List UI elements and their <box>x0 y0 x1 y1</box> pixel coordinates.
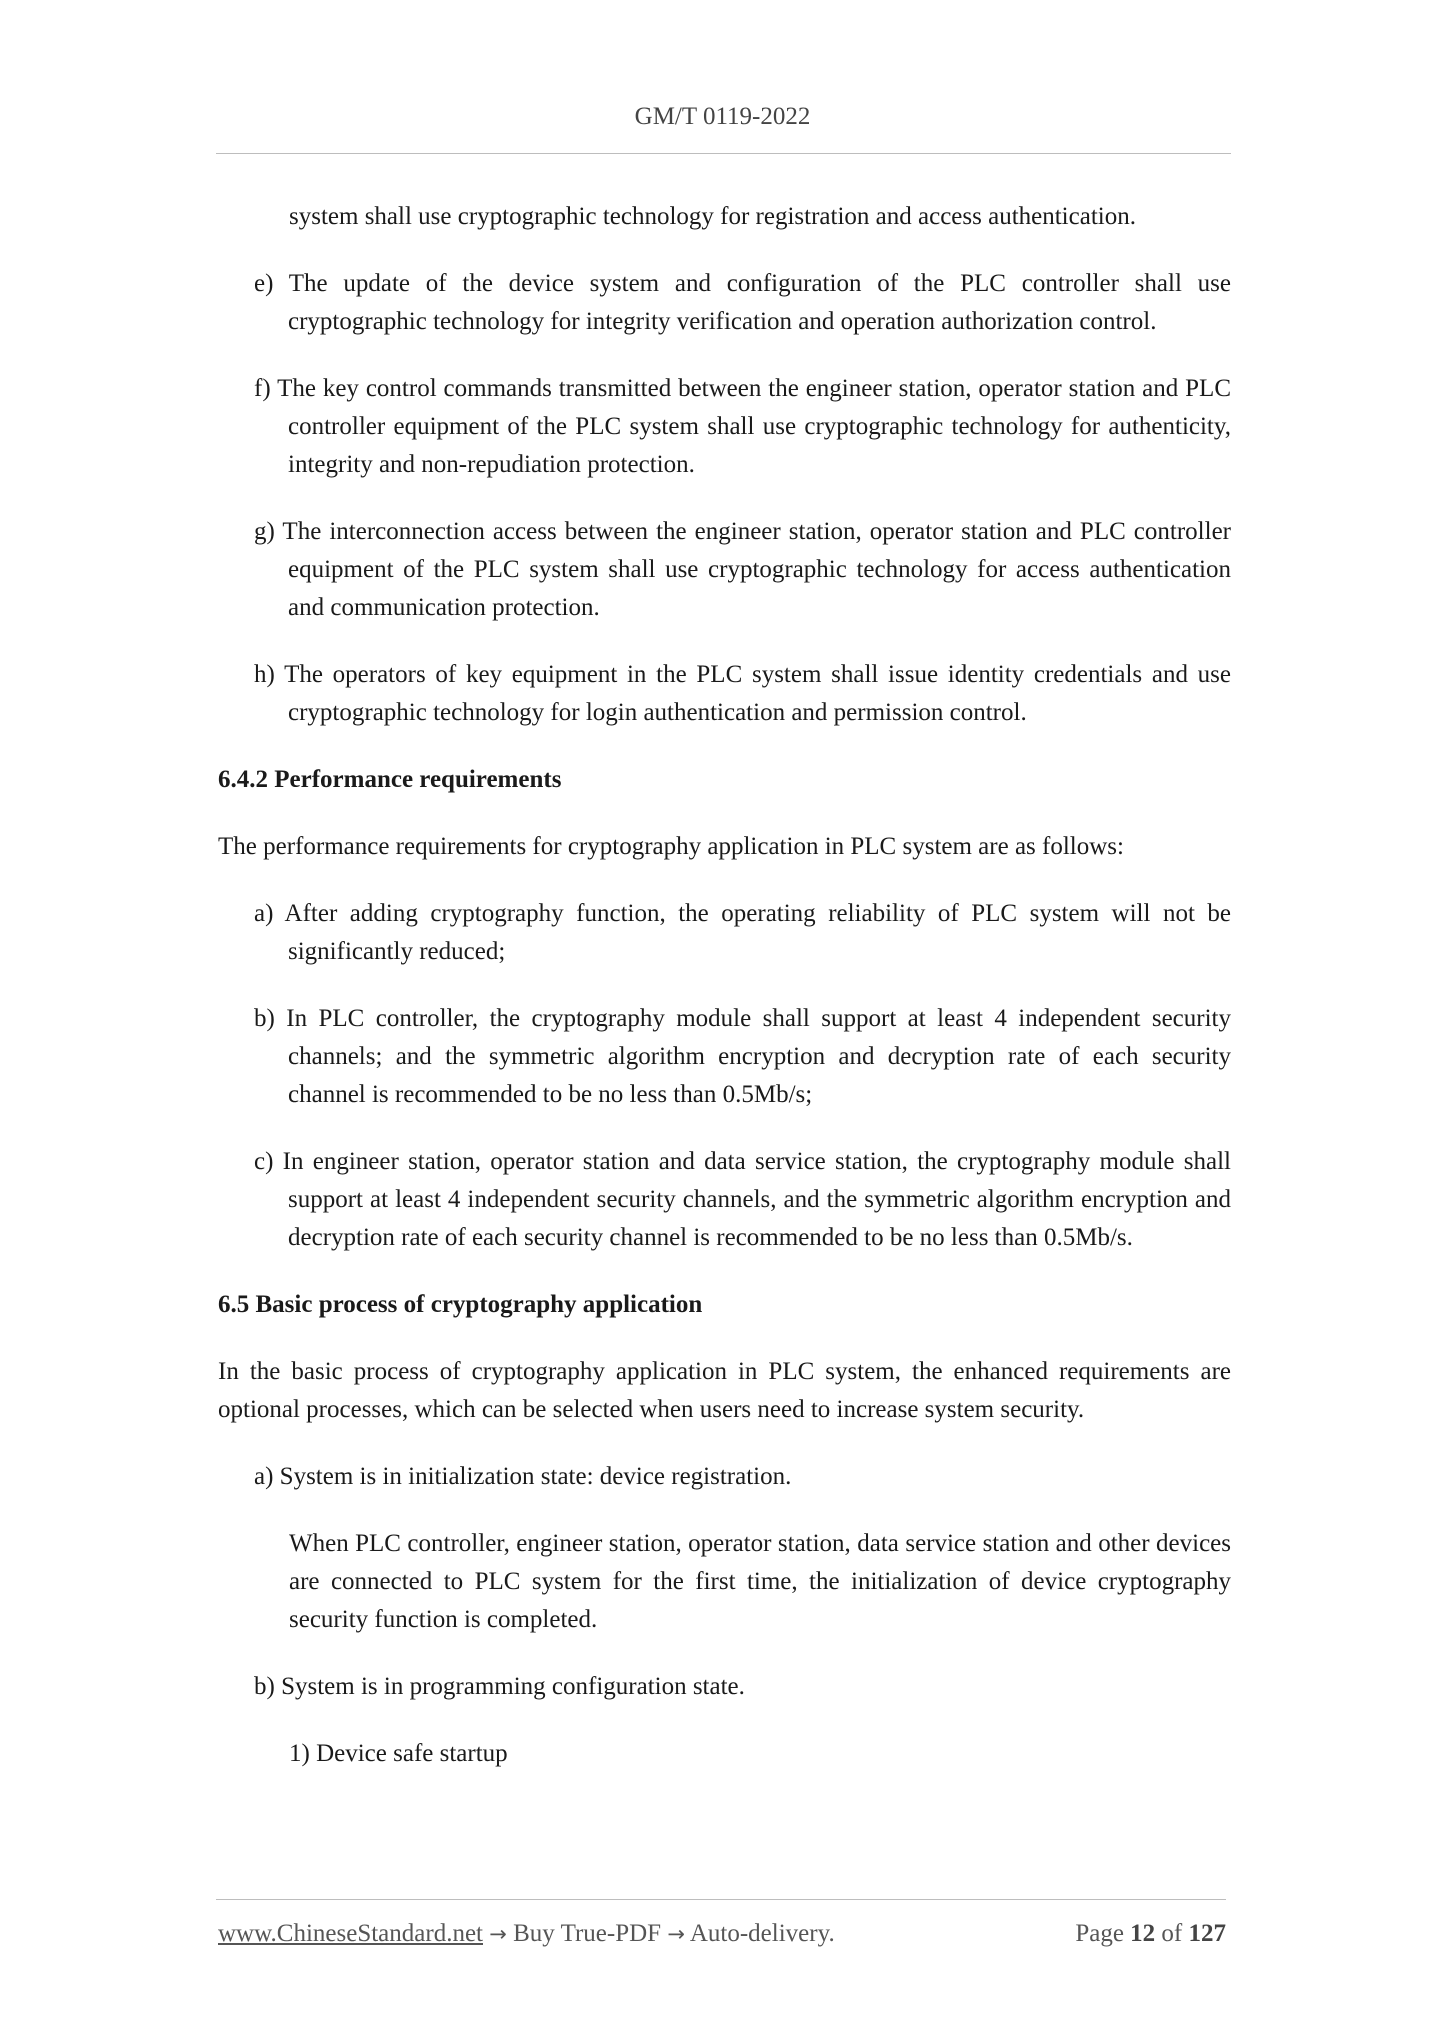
process-subitem-b-1: 1) Device safe startup <box>289 1740 508 1767</box>
performance-item-b: b) In PLC controller, the cryptography module shall support at least 4 independent security channels; and the symmetric algorithm encryption and decryption rate of each security channel is recommended to be no less than 0.5Mb/s; <box>254 1005 1231 1108</box>
page-indicator <box>1075 1920 1226 1948</box>
section-heading-6-5: 6.5 Basic process of cryptography application <box>218 1291 703 1318</box>
site-link[interactable]: www.ChineseStandard.net <box>218 1920 483 1947</box>
total-page-count: 127 <box>1188 1920 1226 1947</box>
running-header <box>0 103 1445 131</box>
current-page-number: 12 <box>1130 1920 1156 1947</box>
performance-intro: The performance requirements for cryptography application in PLC system are as follows: <box>218 833 1124 860</box>
process-intro: In the basic process of cryptography application in PLC system, the enhanced requirements are optional processes, which can be selected when users need to increase system security. <box>218 1358 1231 1423</box>
section-heading-6-4-2: 6.4.2 Performance requirements <box>218 766 562 793</box>
header-divider <box>216 153 1231 154</box>
page-body <box>218 198 1231 1802</box>
list-item-f: f) The key control commands transmitted between the engineer station, operator station and PLC controller equipment of the PLC system shall use cryptographic technology for authenticity, integrity and non-repudiation protection. <box>254 375 1231 478</box>
list-item-h: h) The operators of key equipment in the PLC system shall issue identity credentials and use cryptographic technology for login authentication and permission control. <box>254 661 1231 726</box>
process-item-a-detail: When PLC controller, engineer station, operator station, data service station and other devices are connected to PLC system for the first time, the initialization of device cryptography security function is completed. <box>289 1530 1231 1633</box>
process-item-b: b) System is in programming configuration state. <box>254 1673 745 1700</box>
item-d-continuation: system shall use cryptographic technology for registration and access authentication. <box>289 203 1136 230</box>
buy-pdf-text: Buy True-PDF <box>513 1920 662 1947</box>
arrow-right-icon: → <box>489 1922 507 1946</box>
auto-delivery-text: Auto-delivery. <box>689 1920 835 1947</box>
list-item-g: g) The interconnection access between the engineer station, operator station and PLC controller equipment of the PLC system shall use cryptographic technology for access authentication and communication protection. <box>254 518 1231 621</box>
list-item-e: e) The update of the device system and configuration of the PLC controller shall use cryptographic technology for integrity verification and operation authorization control. <box>254 270 1231 335</box>
process-item-a: a) System is in initialization state: device registration. <box>254 1463 792 1490</box>
arrow-right-icon: → <box>667 1922 685 1946</box>
footer-divider <box>216 1899 1226 1900</box>
footer-promo <box>218 1920 835 1948</box>
performance-item-c: c) In engineer station, operator station and data service station, the cryptography module shall support at least 4 independent security channels, and the symmetric algorithm encryption and decryption rate of each security channel is recommended to be no less than 0.5Mb/s. <box>254 1148 1231 1251</box>
performance-item-a: a) After adding cryptography function, the operating reliability of PLC system will not be significantly reduced; <box>254 900 1231 965</box>
page-label: Page <box>1075 1920 1124 1947</box>
of-label: of <box>1161 1920 1183 1947</box>
standard-id: GM/T 0119-2022 <box>634 103 811 130</box>
